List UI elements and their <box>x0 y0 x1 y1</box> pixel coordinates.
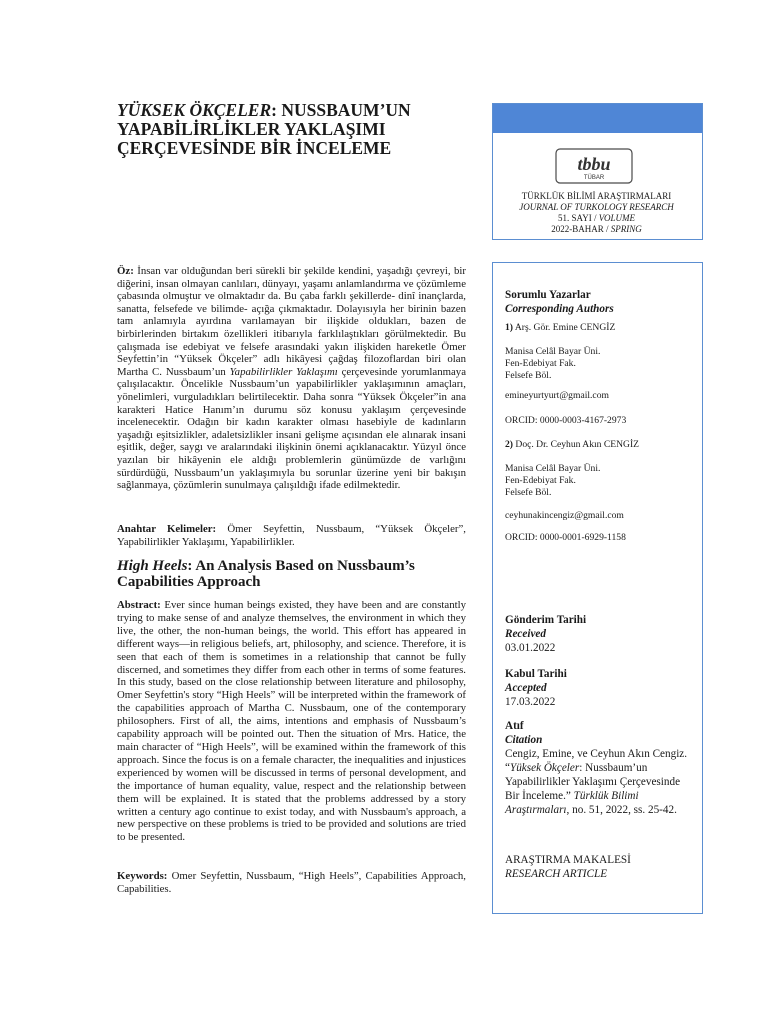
title-line3: ÇERÇEVESİNDE BİR İNCELEME <box>117 138 392 158</box>
author-2-aff-faculty: Fen-Edebiyat Fak. <box>505 475 576 486</box>
article-type <box>505 853 695 881</box>
abstract-en <box>117 599 466 844</box>
author-1 <box>505 322 695 334</box>
author-1-aff-department: Felsefe Böl. <box>505 370 552 381</box>
accepted-label-en: Accepted <box>505 682 547 694</box>
abstract-tr-text: İnsan var olduğundan beri sürekli bir şekilde kendini, yaşadığı çevreyi, bir diğerini, insan olmayan canlıları, dünyayı, yaşamı anlamlandırma ve çözümleme çabasında olmuştur ve olmaktadır da. Bu çaba farklı şekillerde- dinî inançlarda, sanatta, felsefede ve bilimde- açığa çıkmaktadır. Dolayısıyla her birinin bazen tam anlamıyla ayırdına varılamayan bir ilişkide oldukları, bazen de birbirlerinden birtakım özellikleri itibarıyla farklılaştıkları görülmektedir. Bu çalışmada ise edebiyat ve felsefe arasındaki yakın ilişkiden hareketle Ömer Seyfettin’in “Yüksek Ökçeler” adlı hikâyesi çağdaş filozoflardan biri olan Martha C. Nussbaum’un <box>117 265 466 378</box>
abstract-tr <box>117 265 466 492</box>
abstract-tr-text2: çerçevesinde yorumlanmaya çalışılacaktır. Öncelikle Nussbaum’un yapabilirlikler yaklaşımının amaçları, yönelimleri, vurguladıkları belirtilecektir. Daha sonra “Yüksek Ökçeler”in ana karakteri Hatice Hanım’ın durumu söz konusu yaklaşım çerçevesinde incelenecektir. Odağın bir kadın karakter olması hasebiyle de kadınların yaşadığı eşitsizlikler, adaletsizlikler insani gelişme açısından ele alınarak insani eşitlik, değer, saygı ve aralarındaki ilişkinin önemi açıklanacaktır. Yüzyıl önce yazılan bir hikâyenin ele aldığı problemlerin günümüzde de varlığını sürdürdüğü, Nussbaum’un yaklaşımıyla bu sorunlar üzerine yeni bir bakışın sağlanmaya, çözümlerin sunulmaya çalışıldığı ifade edilmektedir. <box>117 365 466 492</box>
journal-info <box>492 191 701 235</box>
author-2-name <box>505 439 695 451</box>
author-2-affiliation <box>505 463 695 499</box>
received-label-en: Received <box>505 628 546 640</box>
authors-heading <box>505 288 695 316</box>
received-label-tr: Gönderim Tarihi <box>505 614 587 626</box>
author-2-number: 2) <box>505 439 513 450</box>
citation-part3: , no. 51, 2022, ss. 25-42. <box>566 804 677 816</box>
author-1-aff-university: Manisa Celâl Bayar Üni. <box>505 346 601 357</box>
title-italic: YÜKSEK ÖKÇELER <box>117 100 272 120</box>
keywords-en-text: Omer Seyfettin, Nussbaum, “High Heels”, Capabilities Approach, Capabilities. <box>117 870 466 895</box>
author-1-aff-faculty: Fen-Edebiyat Fak. <box>505 358 576 369</box>
author-1-title-name: Arş. Gör. Emine CENGİZ <box>513 322 616 333</box>
abstract-en-text: Ever since human beings existed, they have been and are constantly trying to make sense of and analyze themselves, the environment in which they live, the other, the non-human beings, the world. This effort has appeared in different ways—in religious beliefs, art, philosophy, and science. Therefore, it is seen that each of them is sometimes in a relationship that cannot be fully discerned, and sometimes they differ from each other in terms of some features. In this study, based on the close relationship between literature and philosophy, Omer Seyfettin's story “High Heels” will be interpreted within the framework of the capabilities approach of Martha C. Nussbaum, one of the contemporary philosophers. First of all, the aims, intentions and emphasis of Nussbaum’s capability approach will be pointed out. Then the situation of Mrs. Hatice, the main character of “High Heels”, will be examined within the framework of this approach. Since the focus is on a female character, the inequalities and injustices experienced by women will be discussed in terms of personal development, and the importance of human equality, value, respect and the relationship between them will be explained. It is stated that the problems addressed by a story written a century ago continue to exist today, and with Nussbaum's approach, a new perspective on these problems is tried to be provided and solutions are tried to be presented. <box>117 599 466 844</box>
title-line2: YAPABİLİRLİKLER YAKLAŞIMI <box>117 119 386 139</box>
citation-journal: Türklük Bilimi Araştırmaları <box>505 790 639 816</box>
logo-sub: TÜBAR <box>583 175 605 181</box>
author-1-number: 1) <box>505 322 513 333</box>
article-type-en: RESEARCH ARTICLE <box>505 868 608 880</box>
article-type-tr: ARAŞTIRMA MAKALESİ <box>505 854 631 866</box>
received-date: 03.01.2022 <box>505 642 556 654</box>
author-2-aff-department: Felsefe Böl. <box>505 487 552 498</box>
citation-text <box>505 747 695 817</box>
author-1-orcid: ORCID: 0000-0003-4167-2973 <box>505 415 627 426</box>
english-title <box>117 558 466 590</box>
author-2 <box>505 439 695 451</box>
citation-part2: : Nussbaum’un Yapabilirlikler Yaklaşımı Çerçevesinde Bir İnceleme.” <box>505 762 681 802</box>
journal-season-en: SPRING <box>610 224 642 234</box>
accepted-label-tr: Kabul Tarihi <box>505 668 567 680</box>
keywords-en <box>117 870 466 896</box>
title-rest-line1: : NUSSBAUM’UN <box>271 100 411 120</box>
article-title <box>117 101 457 158</box>
journal-logo <box>555 148 633 184</box>
keywords-tr <box>117 523 466 549</box>
journal-season-tr: 2022-BAHAR / <box>551 224 611 234</box>
journal-name-en: JOURNAL OF TURKOLOGY RESEARCH <box>519 202 674 212</box>
keywords-en-label: Keywords: <box>117 870 168 882</box>
english-title-rest: : An Analysis Based on Nussbaum’s Capabilities Approach <box>117 558 415 590</box>
journal-color-band <box>493 104 702 133</box>
author-2-title-name: Doç. Dr. Ceyhun Akın CENGİZ <box>513 439 640 450</box>
accepted-block <box>505 667 695 709</box>
logo-text: tbbu <box>577 154 611 174</box>
authors-heading-tr: Sorumlu Yazarlar <box>505 289 591 301</box>
received-block <box>505 613 695 655</box>
abstract-tr-italic: Yapabilirlikler Yaklaşımı <box>229 365 338 378</box>
journal-name-tr: TÜRKLÜK BİLİMİ ARAŞTIRMALARI <box>521 191 672 201</box>
citation-label-en: Citation <box>505 734 543 746</box>
author-1-affiliation <box>505 346 695 382</box>
journal-issue-en: VOLUME <box>598 213 635 223</box>
authors-heading-en: Corresponding Authors <box>505 303 614 315</box>
author-2-email[interactable]: ceyhunakincengiz@gmail.com <box>505 510 624 521</box>
citation-part1-italic: Yüksek Ökçeler <box>509 762 580 774</box>
abstract-en-label: Abstract: <box>117 599 161 611</box>
keywords-tr-text: Ömer Seyfettin, Nussbaum, “Yüksek Ökçeler”, Yapabilirlikler Yaklaşımı, Yapabilirlikler. <box>117 523 467 548</box>
accepted-date: 17.03.2022 <box>505 696 556 708</box>
keywords-tr-label: Anahtar Kelimeler: <box>117 523 217 535</box>
citation-label-tr: Atıf <box>505 720 524 732</box>
journal-season <box>492 224 701 235</box>
english-title-italic: High Heels <box>117 558 188 574</box>
journal-issue-tr: 51. SAYI / <box>558 213 599 223</box>
citation-block <box>505 719 695 817</box>
author-2-aff-university: Manisa Celâl Bayar Üni. <box>505 463 601 474</box>
author-1-email[interactable]: emineyurtyurt@gmail.com <box>505 390 609 401</box>
journal-issue <box>492 213 701 224</box>
citation-part1: Cengiz, Emine, ve Ceyhun Akın Cengiz. “ <box>505 748 688 774</box>
abstract-tr-label: Öz: <box>117 265 134 277</box>
author-2-orcid: ORCID: 0000-0001-6929-1158 <box>505 532 626 543</box>
author-1-name <box>505 322 695 334</box>
